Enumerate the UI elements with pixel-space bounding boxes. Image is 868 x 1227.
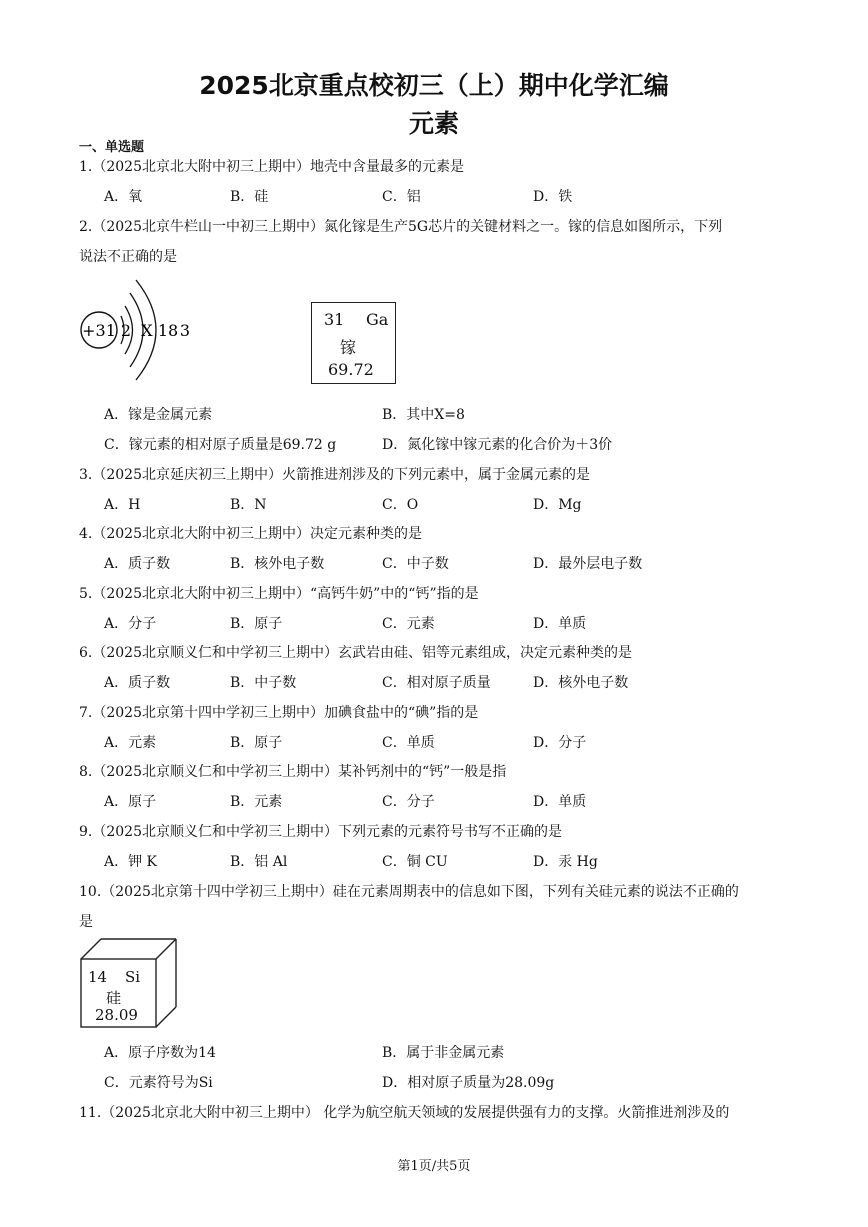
q10-option-d: D．相对原子质量为28.09g bbox=[382, 1075, 555, 1091]
question-2-line-2: 说法不正确的是 bbox=[79, 249, 177, 265]
q4-option-c: C．中子数 bbox=[382, 556, 449, 572]
q7-option-c: C．单质 bbox=[382, 735, 435, 751]
shell-4-electrons: 3 bbox=[179, 321, 191, 340]
si-symbol: Si bbox=[125, 968, 141, 986]
q10-option-b: B．属于非金属元素 bbox=[382, 1045, 505, 1061]
q8-option-a: A．原子 bbox=[104, 794, 157, 810]
question-7: 7.（2025北京第十四中学初三上期中）加碘食盐中的“碘”指的是 bbox=[79, 705, 479, 721]
q1-option-c: C．铝 bbox=[382, 189, 421, 205]
q6-option-d: D．核外电子数 bbox=[533, 675, 629, 691]
q2-option-c: C．镓元素的相对原子质量是69.72 g bbox=[104, 437, 337, 453]
question-1: 1.（2025北京北大附中初三上期中）地壳中含量最多的元素是 bbox=[79, 159, 464, 175]
q10-option-a: A．原子序数为14 bbox=[104, 1045, 216, 1061]
q5-option-d: D．单质 bbox=[533, 616, 587, 632]
question-5: 5.（2025北京北大附中初三上期中）“高钙牛奶”中的“钙”指的是 bbox=[79, 586, 479, 602]
q3-option-d: D．Mg bbox=[533, 497, 582, 513]
question-10-line-2: 是 bbox=[79, 914, 93, 930]
question-10-line-1: 10.（2025北京第十四中学初三上期中）硅在元素周期表中的信息如下图，下列有关硅元素的说法不正确的 bbox=[79, 884, 739, 900]
ga-atomic-mass: 69.72 bbox=[328, 360, 374, 379]
q9-option-b: B．铝 Al bbox=[230, 854, 288, 870]
shell-1-electrons: 2 bbox=[120, 321, 132, 340]
gallium-element-tile bbox=[311, 302, 396, 384]
q5-option-c: C．元素 bbox=[382, 616, 435, 632]
page-number: 第1页/共5页 bbox=[397, 1159, 471, 1174]
ga-name: 镓 bbox=[340, 338, 357, 357]
q6-option-b: B．中子数 bbox=[230, 675, 297, 691]
question-8: 8.（2025北京顺义仁和中学初三上期中）某补钙剂中的“钙”一般是指 bbox=[79, 764, 507, 780]
q2-option-b: B．其中X=8 bbox=[382, 407, 465, 423]
question-9: 9.（2025北京顺义仁和中学初三上期中）下列元素的元素符号书写不正确的是 bbox=[79, 824, 562, 840]
q6-option-a: A．质子数 bbox=[104, 675, 171, 691]
question-2-line-1: 2.（2025北京牛栏山一中初三上期中）氮化镓是生产5G芯片的关键材料之一。镓的信息如图所示，下列 bbox=[79, 219, 723, 235]
q1-option-b: B．硅 bbox=[230, 189, 269, 205]
ga-symbol: Ga bbox=[366, 310, 389, 329]
q8-option-d: D．单质 bbox=[533, 794, 587, 810]
q2-option-a: A．镓是金属元素 bbox=[104, 407, 213, 423]
q9-option-a: A．钾 K bbox=[104, 854, 158, 870]
question-11: 11.（2025北京北大附中初三上期中） 化学为航空航天领域的发展提供强有力的支撑。火箭推进剂涉及的 bbox=[79, 1105, 730, 1121]
q4-option-d: D．最外层电子数 bbox=[533, 556, 643, 572]
q5-option-b: B．原子 bbox=[230, 616, 283, 632]
si-atomic-number: 14 bbox=[88, 968, 108, 986]
si-atomic-mass: 28.09 bbox=[95, 1006, 138, 1024]
q7-option-a: A．元素 bbox=[104, 735, 157, 751]
q9-option-d: D．汞 Hg bbox=[533, 854, 598, 870]
q1-option-a: A．氧 bbox=[104, 189, 143, 205]
gallium-atom-structure-diagram bbox=[76, 270, 206, 390]
q4-option-b: B．核外电子数 bbox=[230, 556, 325, 572]
q1-option-d: D．铁 bbox=[533, 189, 573, 205]
q9-option-c: C．铜 CU bbox=[382, 854, 448, 870]
ga-atomic-number: 31 bbox=[324, 310, 345, 329]
question-6: 6.（2025北京顺义仁和中学初三上期中）玄武岩由硅、铝等元素组成，决定元素种类的是 bbox=[79, 645, 632, 661]
q6-option-c: C．相对原子质量 bbox=[382, 675, 491, 691]
q8-option-b: B．元素 bbox=[230, 794, 283, 810]
q5-option-a: A．分子 bbox=[104, 616, 157, 632]
q7-option-d: D．分子 bbox=[533, 735, 587, 751]
shell-2-electrons: X bbox=[141, 321, 153, 340]
q3-option-c: C．O bbox=[382, 497, 419, 513]
question-3: 3.（2025北京延庆初三上期中）火箭推进剂涉及的下列元素中，属于金属元素的是 bbox=[79, 467, 590, 483]
section-heading: 一、单选题 bbox=[79, 140, 145, 155]
q4-option-a: A．质子数 bbox=[104, 556, 171, 572]
q3-option-a: A．H bbox=[104, 497, 141, 513]
q8-option-c: C．分子 bbox=[382, 794, 435, 810]
page-subtitle: 元素 bbox=[408, 109, 459, 138]
q2-option-d: D．氮化镓中镓元素的化合价为＋3价 bbox=[382, 437, 613, 453]
page-title: 2025北京重点校初三（上）期中化学汇编 bbox=[199, 71, 669, 100]
q7-option-b: B．原子 bbox=[230, 735, 283, 751]
q3-option-b: B．N bbox=[230, 497, 267, 513]
question-4: 4.（2025北京北大附中初三上期中）决定元素种类的是 bbox=[79, 526, 422, 542]
shell-3-electrons: 18 bbox=[157, 321, 179, 340]
q10-option-c: C．元素符号为Si bbox=[104, 1075, 213, 1091]
nucleus-charge: +31 bbox=[82, 321, 116, 340]
si-name: 硅 bbox=[106, 989, 122, 1007]
